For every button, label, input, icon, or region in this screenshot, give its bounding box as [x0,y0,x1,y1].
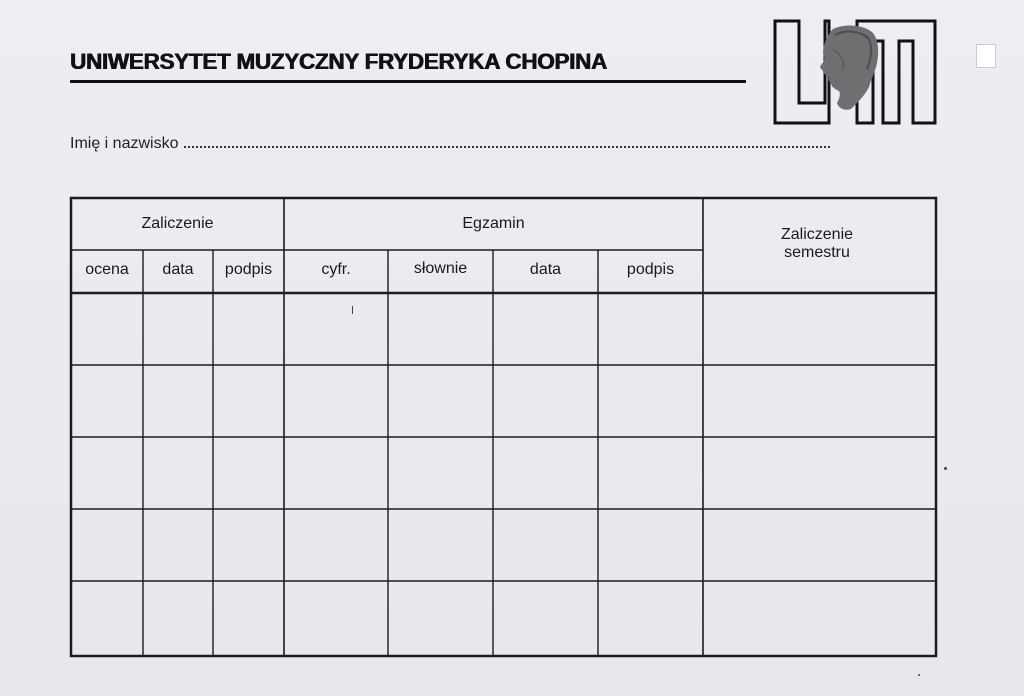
col-header-data-egzamin: data [529,261,562,278]
col-header-podpis-zaliczenie: podpis [224,261,273,278]
name-field-label: Imię i nazwisko [70,135,179,152]
col-header-cyfr: cyfr. [321,261,351,278]
col-header-ocena: ocena [85,261,129,278]
university-title: UNIWERSYTET MUZYCZNY FRYDERYKA CHOPINA [70,49,607,74]
ink-speck [918,674,920,676]
col-header-slownie: słownie [413,260,468,277]
ink-speck [944,467,947,470]
ink-speck [352,306,353,314]
col-header-data-zaliczenie: data [162,261,194,278]
col-header-podpis-egzamin: podpis [626,261,675,278]
header-egzamin: Egzamin [462,215,525,232]
header-zaliczenie: Zaliczenie [141,215,214,232]
header-zaliczenie-semestru: Zaliczenie semestru [780,226,854,261]
